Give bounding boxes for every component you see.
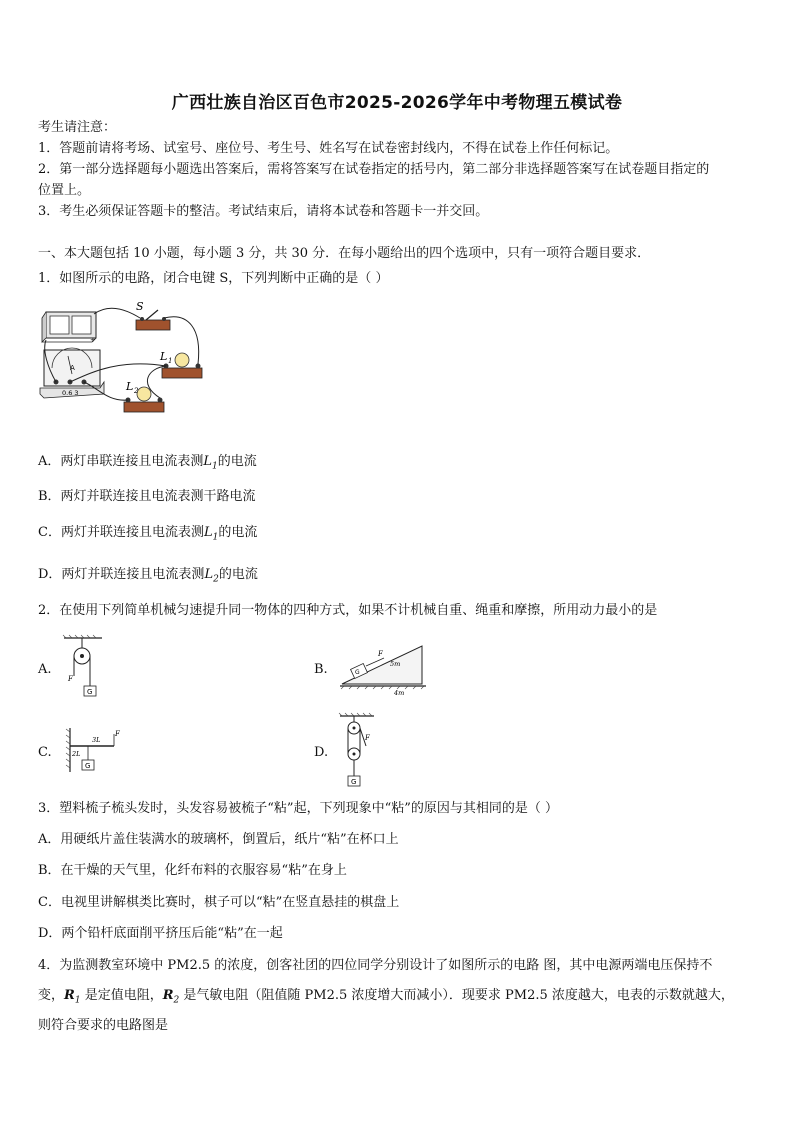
fig-b-weight: G (355, 669, 360, 676)
q2-option-b[interactable]: B. (314, 662, 328, 677)
q2-fig-b-incline (338, 640, 428, 696)
lamp1-sub: 1 (168, 357, 173, 365)
fig-d-weight: G (351, 778, 357, 786)
q2-stem: 2．在使用下列简单机械匀速提升同一物体的四种方式，如果不计机械自重、绳重和摩擦，所用动力最小的是 (38, 603, 658, 618)
fig-a-weight: G (87, 688, 93, 696)
q2-option-a[interactable]: A. (38, 662, 52, 677)
q2-fig-a-fixed-pulley (62, 634, 112, 702)
q3-option-b[interactable]: B．在干燥的天气里，化纤布料的衣服容易“粘”在身上 (38, 863, 347, 878)
q1-option-b[interactable]: B．两灯并联连接且电流表测干路电流 (38, 489, 256, 504)
fig-b-base: 4m (394, 689, 405, 697)
q1-circuit-figure (38, 298, 238, 420)
q4-line-1: 4．为监测教室环境中 PM2.5 的浓度，创客社团的四位同学分别设计了如图所示的电路 图，其中电源两端电压保持不 (38, 958, 713, 973)
ammeter-label: A (70, 364, 75, 372)
q3-option-d[interactable]: D．两个铅杆底面削平挤压后能“粘”在一起 (38, 926, 283, 941)
q2-option-c[interactable]: C. (38, 745, 52, 760)
fig-c-force: F (115, 730, 120, 738)
notice-item-3: 3．考生必须保证答题卡的整洁。考试结束后，请将本试卷和答题卡一并交回。 (38, 204, 489, 219)
fig-d-force: F (365, 734, 370, 742)
q3-stem: 3．塑料梳子梳头发时，头发容易被梳子“粘”起，下列现象中“粘”的原因与其相同的是（ ） (38, 801, 558, 816)
q3-option-c[interactable]: C．电视里讲解棋类比赛时，棋子可以“粘”在竖直悬挂的棋盘上 (38, 895, 400, 910)
q2-fig-c-lever (62, 726, 122, 774)
q1-stem: 1．如图所示的电路，闭合电键 S，下列判断中正确的是（ ） (38, 271, 389, 286)
q1-option-a[interactable]: A．两灯串联连接且电流表测$L_1$的电流 (38, 454, 257, 472)
fig-b-length: 5m (390, 660, 401, 668)
fig-c-l2: 2L (72, 750, 81, 758)
fig-c-weight: G (85, 762, 91, 770)
q2-option-d[interactable]: D. (314, 745, 329, 760)
page-title: 广西壮族自治区百色市2025-2026学年中考物理五模试卷 (171, 93, 623, 113)
switch-label: S (136, 300, 144, 313)
q1-option-d[interactable]: D．两灯并联连接且电流表测$L_2$的电流 (38, 567, 258, 585)
q2-fig-d-pulley-block (338, 712, 378, 794)
q1-option-c[interactable]: C．两灯并联连接且电流表测$L_1$的电流 (38, 525, 258, 543)
fig-a-force: F (68, 675, 73, 683)
section-heading: 一、本大题包括 10 小题，每小题 3 分，共 30 分．在每小题给出的四个选项中，只有一项符合题目要求． (38, 246, 651, 261)
q4-line-2: 变，$R_1$ 是定值电阻，$R_2$ 是气敏电阻（阻值随 PM2.5 浓度增大而减小）．现要求 PM2.5 浓度越大，电表的示数就越大， (38, 988, 734, 1006)
svg-text:+: + (90, 336, 96, 344)
notice-item-2-cont: 位置上。 (38, 183, 91, 198)
fig-c-l1: 3L (92, 736, 101, 744)
q4-line-3: 则符合要求的电路图是 (38, 1018, 169, 1033)
lamp1-label: L (160, 350, 168, 363)
lamp2-label: L (126, 380, 134, 393)
lamp2-sub: 2 (134, 387, 139, 395)
ammeter-terminals: 0.6 3 (62, 389, 79, 397)
fig-b-force: F (378, 650, 383, 658)
q3-option-a[interactable]: A．用硬纸片盖住装满水的玻璃杯，倒置后，纸片“粘”在杯口上 (38, 832, 399, 847)
notice-heading: 考生请注意： (38, 120, 117, 135)
notice-item-2: 2．第一部分选择题每小题选出答案后，需将答案写在试卷指定的括号内，第二部分非选择题答案写在试卷题目指定的 (38, 162, 710, 177)
notice-item-1: 1．答题前请将考场、试室号、座位号、考生号、姓名写在试卷密封线内，不得在试卷上作任何标记。 (38, 141, 619, 156)
